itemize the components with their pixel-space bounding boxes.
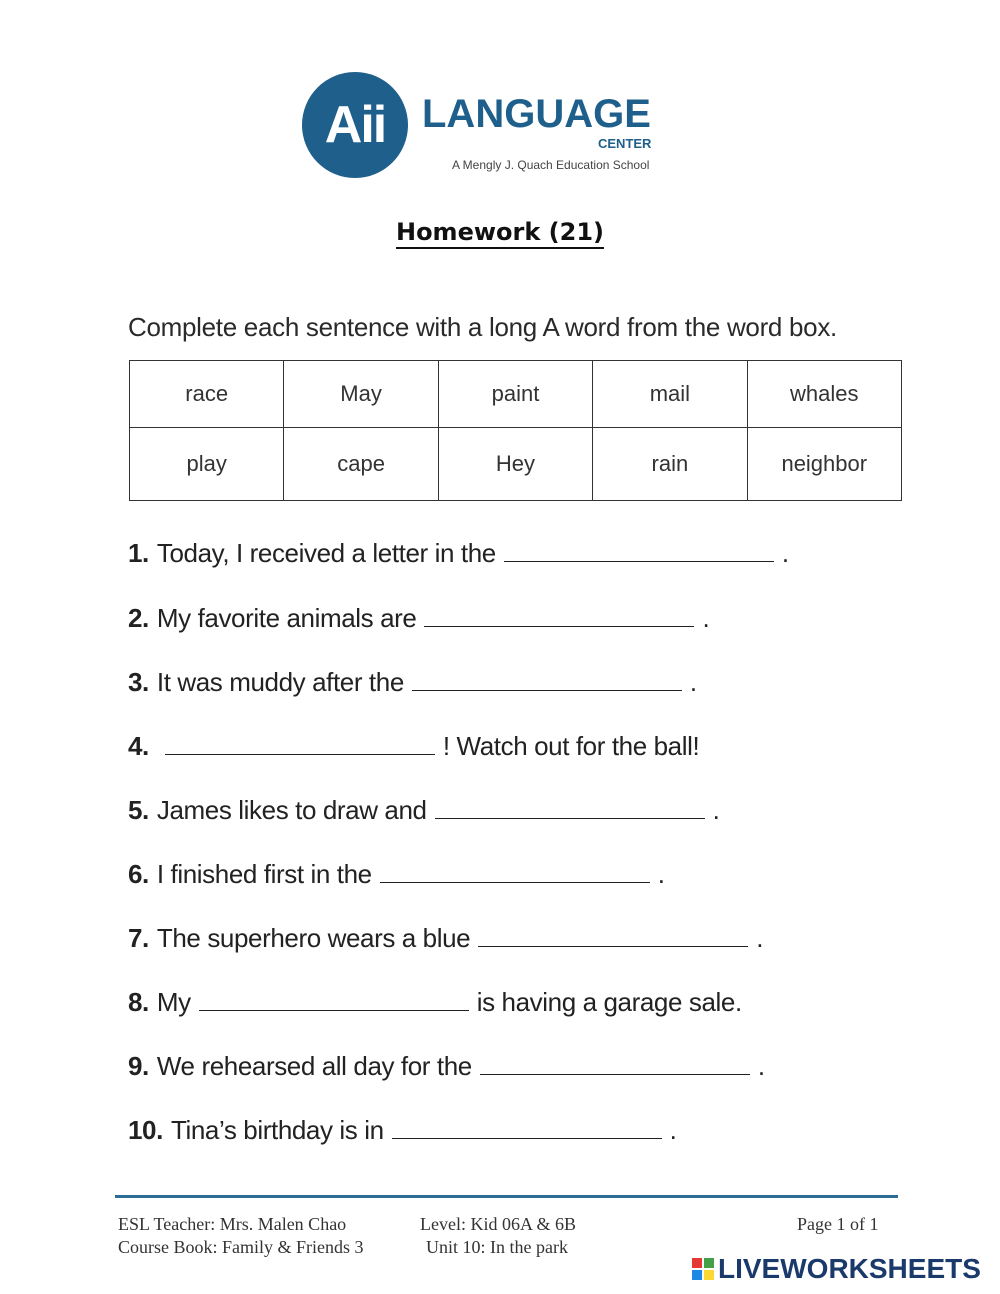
answer-blank-2[interactable] — [424, 608, 694, 627]
sentence-2: 2. My favorite animals are . — [128, 603, 710, 633]
footer-unit: Unit 10: In the park — [426, 1237, 568, 1257]
sentence-5: 5. James likes to draw and . — [128, 795, 720, 825]
sentence-3: 3. It was muddy after the . — [128, 667, 697, 697]
word-cell: play — [130, 428, 284, 501]
logo-tagline: A Mengly J. Quach Education School — [452, 158, 650, 172]
word-cell: whales — [747, 361, 901, 428]
answer-blank-10[interactable] — [392, 1120, 662, 1139]
word-box-row — [130, 361, 902, 428]
sentence-10: 10. Tina’s birthday is in . — [128, 1115, 677, 1145]
word-box — [129, 360, 902, 501]
sentence-6: 6. I finished first in the . — [128, 859, 665, 889]
word-cell: cape — [284, 428, 438, 501]
footer-divider — [115, 1195, 898, 1198]
footer-page: Page 1 of 1 — [797, 1214, 879, 1234]
word-cell: May — [284, 361, 438, 428]
word-cell: race — [130, 361, 284, 428]
sentence-4: 4. ! Watch out for the ball! — [128, 731, 700, 761]
liveworksheets-logo — [692, 1252, 981, 1286]
word-cell: paint — [438, 361, 592, 428]
answer-blank-9[interactable] — [480, 1056, 750, 1075]
answer-blank-5[interactable] — [435, 800, 705, 819]
footer-course: Course Book: Family & Friends 3 — [118, 1237, 364, 1257]
logo-sub: CENTER — [598, 136, 652, 151]
sentence-8: 8. My is having a garage sale. — [128, 987, 742, 1017]
answer-blank-6[interactable] — [380, 864, 650, 883]
logo-name: LANGUAGE — [422, 92, 651, 136]
answer-blank-3[interactable] — [412, 672, 682, 691]
answer-blank-7[interactable] — [478, 928, 748, 947]
word-box-row — [130, 428, 902, 501]
instructions: Complete each sentence with a long A word from the word box. — [128, 312, 837, 342]
word-cell: rain — [593, 428, 747, 501]
logo-mark: Aii — [302, 72, 408, 178]
liveworksheets-name: LIVEWORKSHEETS — [718, 1253, 981, 1284]
sentence-9: 9. We rehearsed all day for the . — [128, 1051, 765, 1081]
sentence-1: 1. Today, I received a letter in the . — [128, 538, 789, 568]
sentence-7: 7. The superhero wears a blue . — [128, 923, 764, 953]
word-cell: Hey — [438, 428, 592, 501]
answer-blank-8[interactable] — [199, 992, 469, 1011]
homework-title: Homework (21) — [0, 218, 1000, 246]
liveworksheets-icon — [692, 1258, 714, 1280]
answer-blank-4[interactable] — [165, 736, 435, 755]
answer-blank-1[interactable] — [504, 543, 774, 562]
footer-teacher: ESL Teacher: Mrs. Malen Chao — [118, 1214, 347, 1234]
footer-level: Level: Kid 06A & 6B — [420, 1214, 576, 1234]
word-cell: mail — [593, 361, 747, 428]
school-logo — [300, 70, 670, 182]
word-cell: neighbor — [747, 428, 901, 501]
